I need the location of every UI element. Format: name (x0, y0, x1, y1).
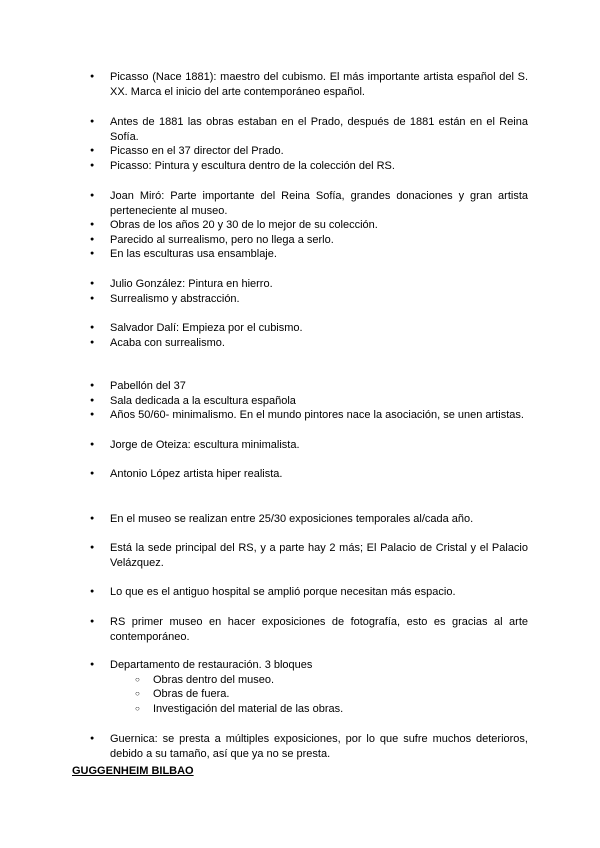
bullet-group-picasso (90, 70, 528, 99)
bullet-group-dali (90, 321, 528, 350)
list-item: ● Sala dedicada a la escultura española (90, 394, 528, 409)
list-item: ● Surrealismo y abstracción. (90, 292, 528, 307)
list-item: ● Julio González: Pintura en hierro. (90, 277, 528, 292)
list-item: ● Salvador Dalí: Empieza por el cubismo. (90, 321, 528, 336)
list-item: ● Antonio López artista hiper realista. (90, 467, 528, 482)
list-item: ● Guernica: se presta a múltiples exposiciones, por lo que sufre muchos deterioros, debido a su tamaño, así que ya no se presta. (90, 732, 528, 761)
list-item: ● Obras de los años 20 y 30 de lo mejor de su colección. (90, 218, 528, 233)
bullet-group-prado (90, 115, 528, 173)
list-item: ● En el museo se realizan entre 25/30 exposiciones temporales al/cada año. (90, 512, 528, 527)
bullet-group-sedes (90, 541, 528, 570)
sublist-item: ○ Investigación del material de las obras. (135, 702, 528, 717)
list-item: ● Joan Miró: Parte importante del Reina Sofía, grandes donaciones y gran artista perteneciente al museo. (90, 189, 528, 218)
bullet-group-oteiza (90, 438, 528, 453)
bullet-group-gonzalez (90, 277, 528, 306)
list-item (90, 658, 528, 716)
bullet-group-restauracion (90, 658, 528, 716)
list-item: ● Está la sede principal del RS, y a parte hay 2 más; El Palacio de Cristal y el Palacio Velázquez. (90, 541, 528, 570)
list-item: ● En las esculturas usa ensamblaje. (90, 247, 528, 262)
section-heading: GUGGENHEIM BILBAO (72, 765, 194, 777)
list-item: ● Lo que es el antiguo hospital se amplió porque necesitan más espacio. (90, 585, 528, 600)
bullet-group-exposiciones (90, 512, 528, 527)
list-item: ● Picasso (Nace 1881): maestro del cubismo. El más importante artista español del S. XX. Marca el inicio del arte contemporáneo español. (90, 70, 528, 99)
sublist-item: ○ Obras de fuera. (135, 687, 528, 702)
sublist (110, 673, 528, 717)
bullet-group-lopez (90, 467, 528, 482)
list-item: ● RS primer museo en hacer exposiciones de fotografía, esto es gracias al arte contemporáneo. (90, 615, 528, 644)
bullet-group-pabellon (90, 379, 528, 423)
restauracion-label: Departamento de restauración. 3 bloques (110, 659, 313, 671)
bullet-group-miro (90, 189, 528, 262)
sublist-item: ○ Obras dentro del museo. (135, 673, 528, 688)
bullet-group-guernica (90, 732, 528, 761)
bullet-group-fotografia (90, 615, 528, 644)
list-item: ● Acaba con surrealismo. (90, 336, 528, 351)
list-item: ● Parecido al surrealismo, pero no llega a serlo. (90, 233, 528, 248)
list-item: ● Pabellón del 37 (90, 379, 528, 394)
list-item: ● Años 50/60- minimalismo. En el mundo pintores nace la asociación, se unen artistas. (90, 408, 528, 423)
list-item: ● Jorge de Oteiza: escultura minimalista. (90, 438, 528, 453)
list-item: ● Picasso en el 37 director del Prado. (90, 144, 528, 159)
list-item: ● Picasso: Pintura y escultura dentro de la colección del RS. (90, 159, 528, 174)
bullet-group-hospital (90, 585, 528, 600)
list-item: ● Antes de 1881 las obras estaban en el Prado, después de 1881 están en el Reina Sofía. (90, 115, 528, 144)
